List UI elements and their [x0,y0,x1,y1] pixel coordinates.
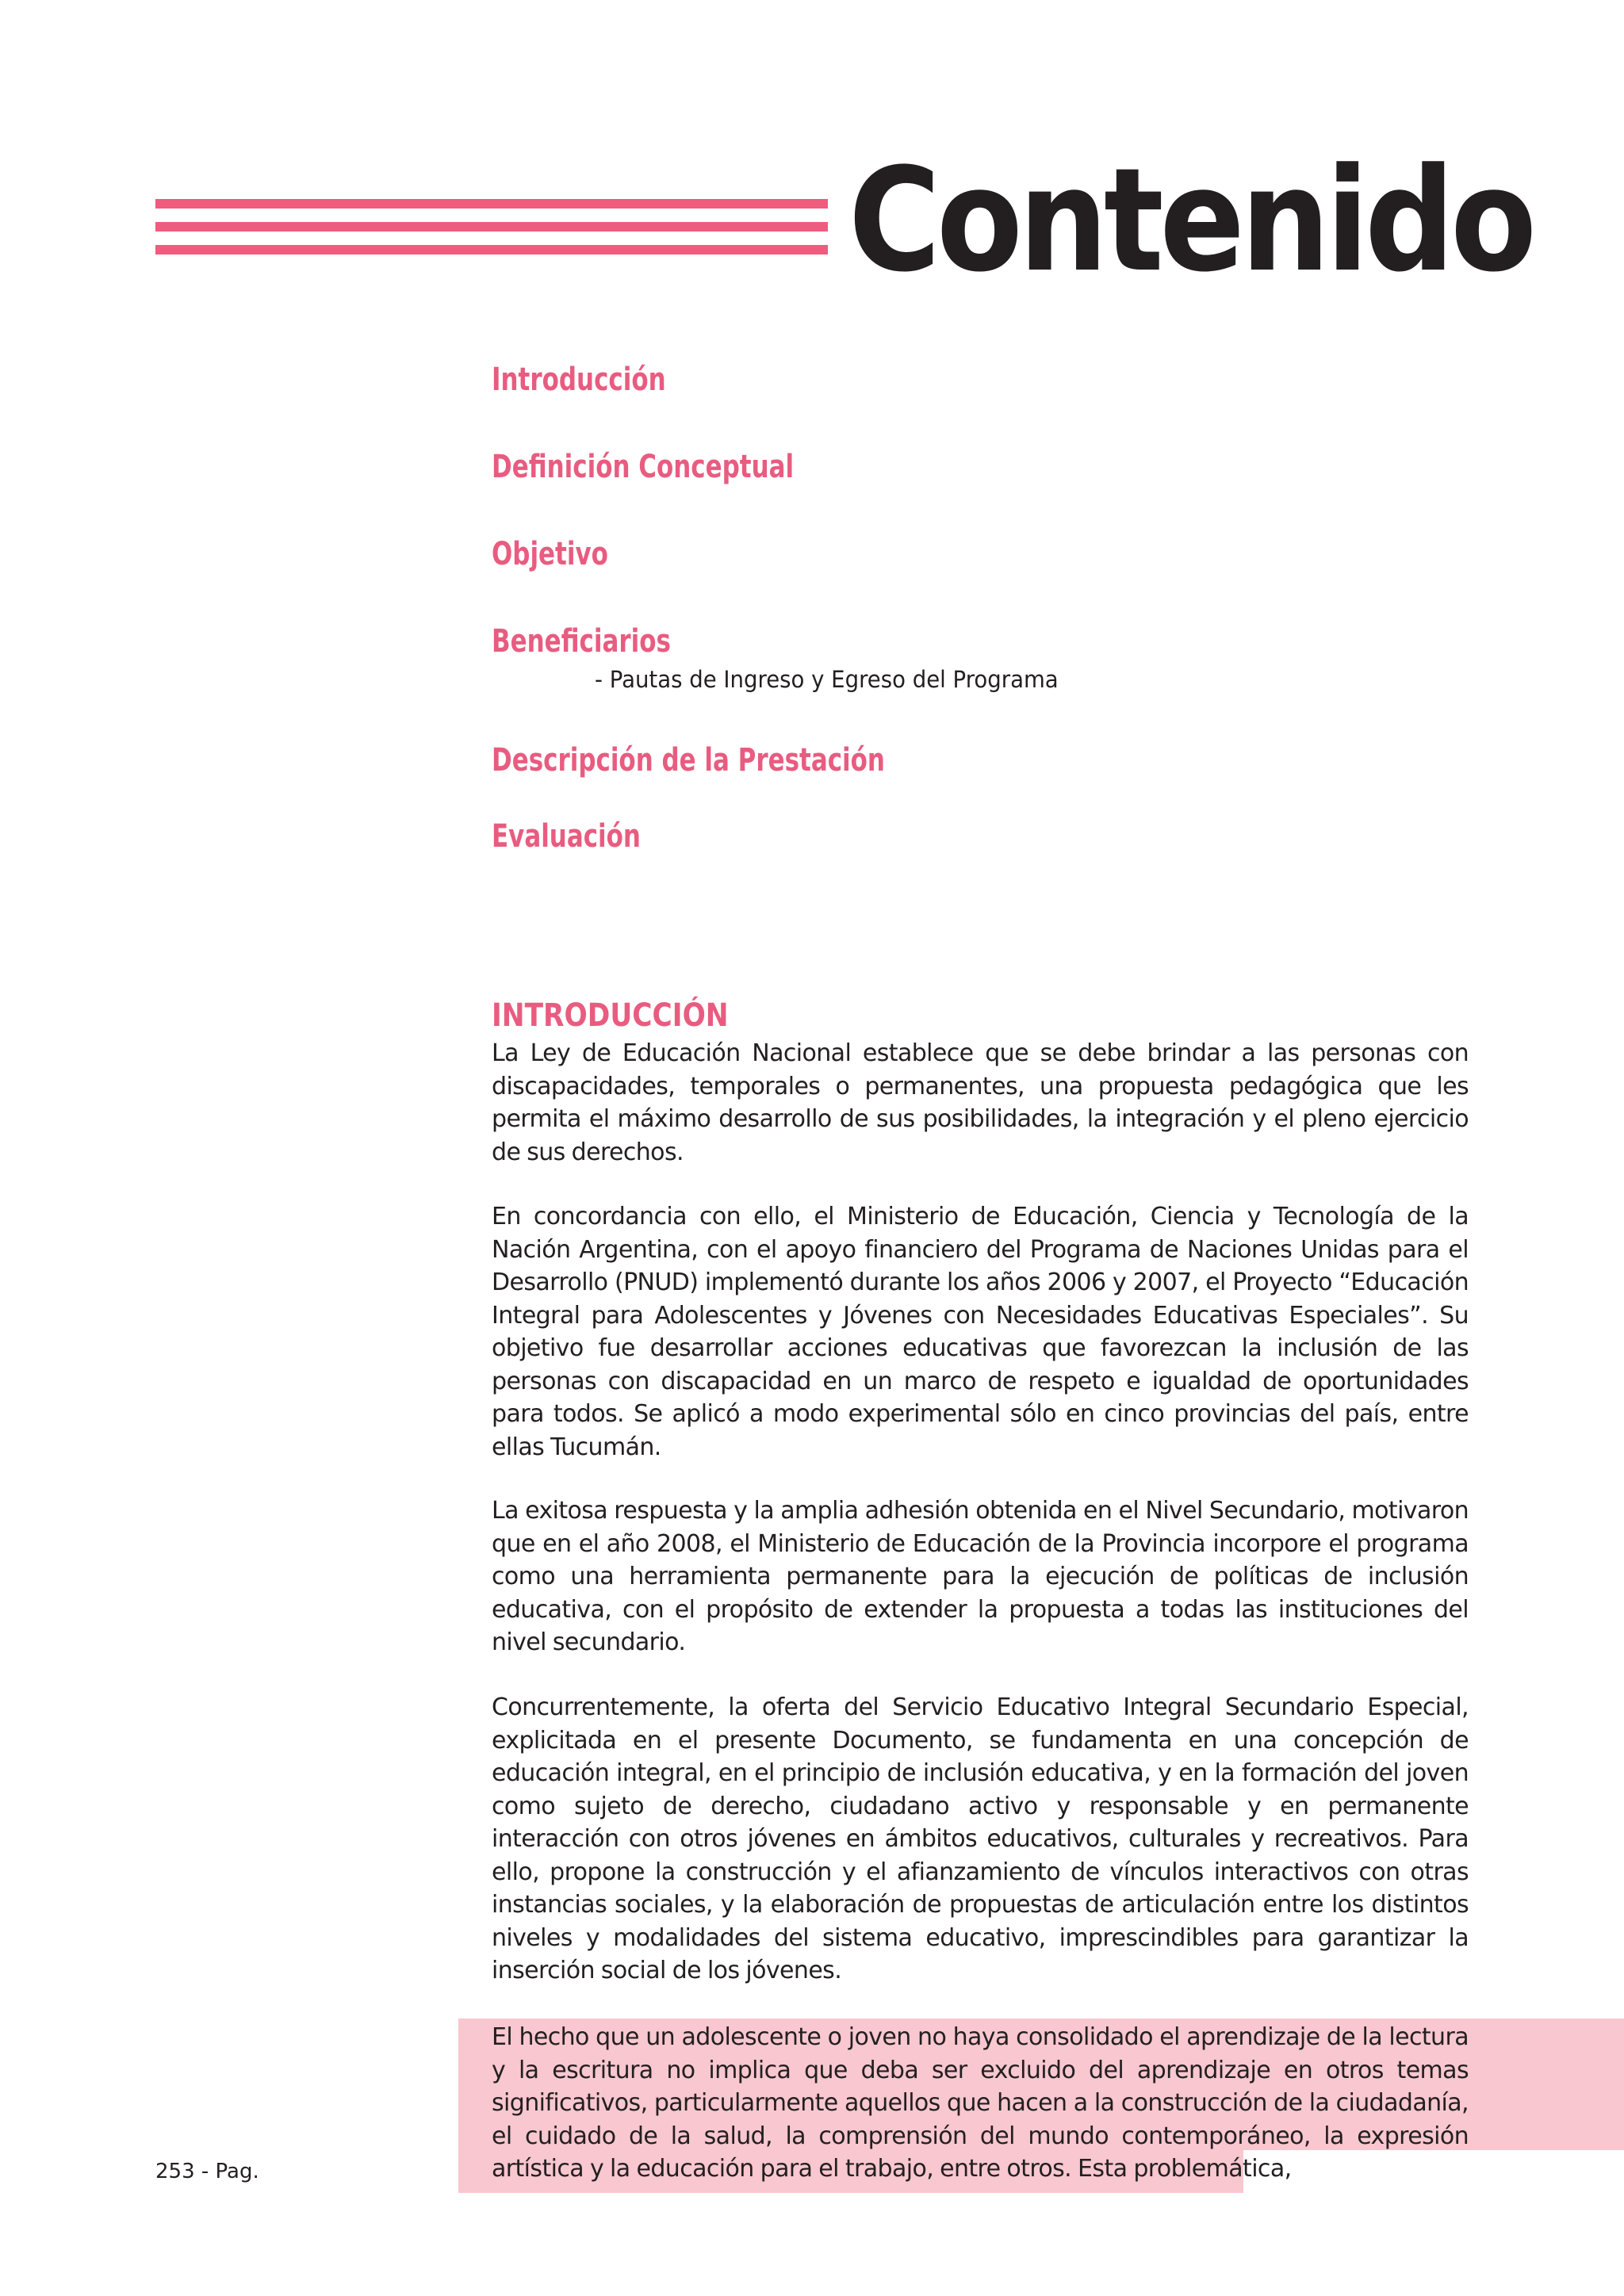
paragraph: La Ley de Educación Nacional establece que se debe brindar a las personas con discapacidades, temporales o permanentes, una propuesta pedagógica que les permita el máximo desarrollo de sus posibilidades, la integración y el pleno ejercicio de sus derechos. [492,1039,1469,1166]
highlighted-paragraph: El hecho que un adolescente o joven no haya consolidado el aprendizaje de la lectura y la escritura no implica que deba ser excluido del aprendizaje en otros temas significativos, particularmente aquellos que hacen a la construcción de la ciudadanía, el cuidado de la salud, la comprensión del mundo contemporáneo, la expresión artística y la educación para el trabajo, entre otros. Esta problemática, [492,2023,1469,2183]
toc-item-descripcion-prestacion[interactable]: Descripción de la Prestación [492,742,885,779]
toc-item-objetivo[interactable]: Objetivo [492,536,608,572]
paragraph: La exitosa respuesta y la amplia adhesión obtenida en el Nivel Secundario, motivaron que en el año 2008, el Ministerio de Educación de la Provincia incorpore el programa como una herramienta permanente para la ejecución de políticas de inclusión educativa, con el propósito de extender la propuesta a todas las instituciones del nivel secundario. [492,1497,1469,1656]
toc-item-beneficiarios[interactable]: Beneficiarios [492,623,671,660]
page-number: 253 - Pag. [155,2160,259,2183]
toc-item-evaluacion[interactable]: Evaluación [492,818,641,855]
page-title: Contenido [848,138,1533,304]
toc-subitem-pautas[interactable]: - Pautas de Ingreso y Egreso del Programa [595,666,1059,693]
paragraph: En concordancia con ello, el Ministerio de Educación, Ciencia y Tecnología de la Nación Argentina, con el apoyo financiero del Programa de Naciones Unidas para el Desarrollo (PNUD) implementó durante los años 2006 y 2007, el Proyecto “Educación Integral para Adolescentes y Jóvenes con Necesidades Educativas Especiales”. Su objetivo fue desarrollar acciones educativas que favorezcan la inclusión de las personas con discapacidad en un marco de respeto e igualdad de oportunidades para todos. Se aplicó a modo experimental sólo en cinco provincias del país, entre ellas Tucumán. [492,1203,1469,1461]
toc-item-introduccion[interactable]: Introducción [492,362,666,398]
stripe [155,199,828,209]
toc-item-definicion-conceptual[interactable]: Definición Conceptual [492,449,795,485]
paragraph: Concurrentemente, la oferta del Servicio Educativo Integral Secundario Especial, explicitada en el presente Documento, se fundamenta en una concepción de educación integral, en el principio de inclusión educativa, y en la formación del joven como sujeto de derecho, ciudadano activo y responsable y en permanente interacción con otros jóvenes en ámbitos educativos, culturales y recreativos. Para ello, propone la construcción y el afianzamiento de vínculos interactivos con otras instancias sociales, y la elaboración de propuestas de articulación entre los distintos niveles y modalidades del sistema educativo, imprescindibles para garantizar la inserción social de los jóvenes. [492,1693,1469,1984]
title-decorative-stripes [155,199,828,254]
stripe [155,245,828,254]
stripe [155,222,828,232]
section-title: INTRODUCCIÓN [492,997,729,1034]
